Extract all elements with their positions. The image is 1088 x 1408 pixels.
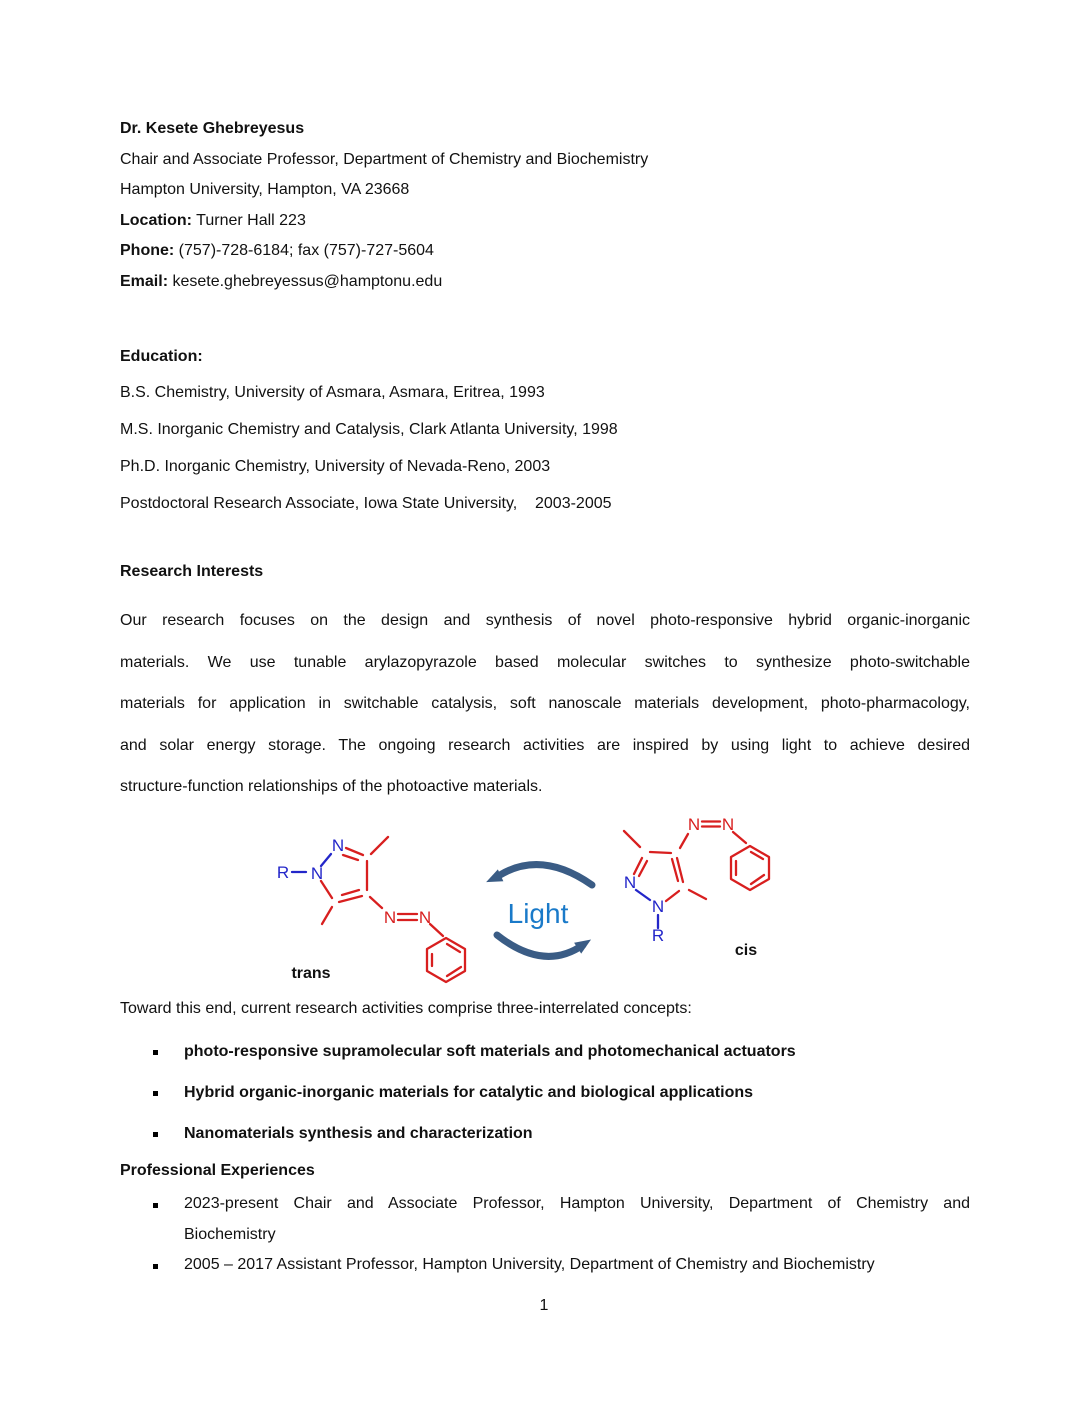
bullet-icon bbox=[153, 1091, 158, 1096]
person-title: Chair and Associate Professor, Department of Chemistry and Biochemistry bbox=[120, 150, 649, 168]
education-list bbox=[120, 374, 970, 522]
phone-label: Phone: bbox=[120, 242, 175, 260]
bullet-icon bbox=[153, 1132, 158, 1137]
r-group-label: R bbox=[276, 863, 290, 882]
paragraph-line: materials for application in switchable catalysis, soft nanoscale materials development, photo-pharmacology, bbox=[120, 695, 970, 712]
email-label: Email: bbox=[120, 272, 169, 290]
education-item: B.S. Chemistry, University of Asmara, Asmara, Eritrea, 1993 bbox=[120, 384, 545, 401]
list-item bbox=[120, 1113, 970, 1154]
azo-nitrogen-label: N bbox=[687, 815, 701, 834]
page-number: 1 bbox=[539, 1297, 549, 1314]
location-value: Turner Hall 223 bbox=[192, 211, 306, 229]
toward-sentence: Toward this end, current research activities comprise three-interrelated concepts: bbox=[120, 1000, 692, 1017]
concept-text: Hybrid organic-inorganic materials for catalytic and biological applications bbox=[184, 1084, 754, 1101]
cis-molecule-structure bbox=[624, 815, 769, 959]
education-item: Postdoctoral Research Associate, Iowa State University, 2003-2005 bbox=[120, 495, 612, 512]
nitrogen-atom-label: N bbox=[623, 873, 637, 892]
experience-text-line: Biochemistry bbox=[184, 1225, 276, 1243]
r-group-label: R bbox=[651, 926, 665, 945]
research-interests-paragraph bbox=[120, 600, 970, 808]
list-item bbox=[120, 1189, 970, 1250]
nitrogen-atom-label: N bbox=[651, 897, 665, 916]
list-item bbox=[120, 1031, 970, 1072]
paragraph-line: structure-function relationships of the photoactive materials. bbox=[120, 778, 543, 795]
education-item: Ph.D. Inorganic Chemistry, University of Nevada-Reno, 2003 bbox=[120, 458, 551, 475]
contact-block bbox=[120, 114, 970, 298]
azo-nitrogen-label: N bbox=[721, 815, 735, 834]
list-item bbox=[120, 1072, 970, 1113]
bullet-icon bbox=[153, 1050, 158, 1055]
azo-nitrogen-label: N bbox=[383, 908, 397, 927]
location-label: Location: bbox=[120, 211, 192, 229]
light-interconversion-arrows bbox=[483, 865, 594, 957]
light-label: Light bbox=[507, 898, 569, 929]
phone-value: (757)-728-6184; fax (757)-727-5604 bbox=[174, 242, 434, 260]
trans-isomer-label: trans bbox=[291, 965, 331, 982]
trans-molecule-structure bbox=[277, 836, 465, 982]
experiences-list bbox=[120, 1189, 970, 1281]
person-name: Dr. Kesete Ghebreyesus bbox=[120, 120, 305, 137]
location-line bbox=[120, 206, 970, 237]
list-item bbox=[120, 1250, 970, 1281]
nitrogen-atom-label: N bbox=[310, 864, 324, 883]
nitrogen-atom-label: N bbox=[331, 836, 345, 855]
paragraph-line: and solar energy storage. The ongoing research activities are inspired by using light to achieve desired bbox=[120, 736, 970, 754]
concept-text: Nanomaterials synthesis and characterization bbox=[184, 1125, 533, 1142]
azo-nitrogen-label: N bbox=[418, 908, 432, 927]
bullet-icon bbox=[153, 1203, 158, 1208]
experience-text-line: 2023-present Chair and Associate Professor, Hampton University, Department of Chemistry and bbox=[184, 1195, 970, 1212]
paragraph-line: materials. We use tunable arylazopyrazole based molecular switches to synthesize photo-switchable bbox=[120, 653, 970, 671]
email-line bbox=[120, 267, 970, 298]
concept-text: photo-responsive supramolecular soft materials and photomechanical actuators bbox=[184, 1043, 796, 1060]
person-address: Hampton University, Hampton, VA 23668 bbox=[120, 181, 410, 199]
concepts-list bbox=[120, 1031, 970, 1154]
education-heading: Education: bbox=[120, 348, 203, 365]
education-item: M.S. Inorganic Chemistry and Catalysis, Clark Atlanta University, 1998 bbox=[120, 421, 618, 438]
photoswitch-figure bbox=[240, 795, 1020, 1005]
research-interests-heading: Research Interests bbox=[120, 563, 264, 580]
bullet-icon bbox=[153, 1264, 158, 1269]
phone-line bbox=[120, 236, 970, 267]
email-value: kesete.ghebreyessus@hamptonu.edu bbox=[168, 272, 443, 290]
cis-isomer-label: cis bbox=[734, 942, 758, 959]
experience-text-line: 2005 – 2017 Assistant Professor, Hampton University, Department of Chemistry and Biochemistry bbox=[184, 1256, 875, 1274]
professional-experiences-heading: Professional Experiences bbox=[120, 1162, 315, 1179]
paragraph-line: Our research focuses on the design and synthesis of novel photo-responsive hybrid organic-inorganic bbox=[120, 612, 970, 629]
